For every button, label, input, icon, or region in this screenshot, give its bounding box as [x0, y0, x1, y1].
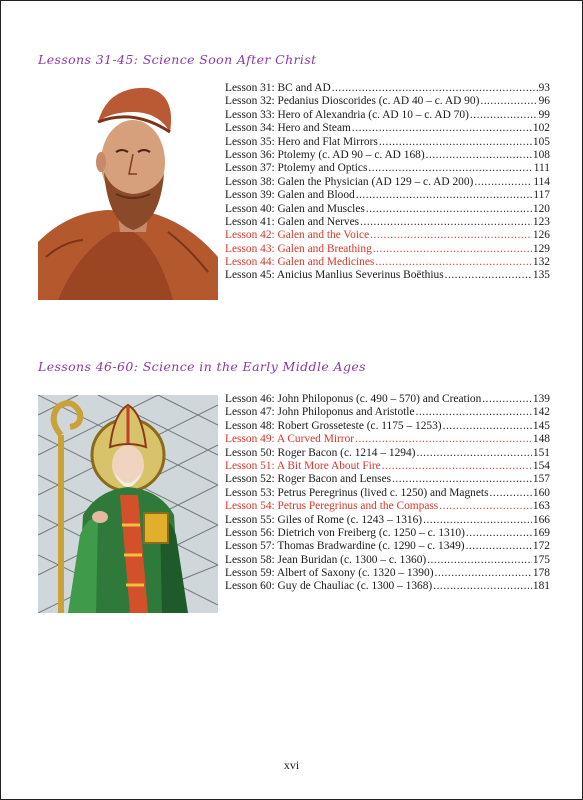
toc-entry[interactable]: Lesson 50: Roger Bacon (c. 1214 – 1294) ..... 151	[225, 447, 550, 460]
toc-entry[interactable]: Lesson 41: Galen and Nerves ..... 123	[225, 216, 550, 229]
toc-entry-highlighted[interactable]: Lesson 44: Galen and Medicines ..... 132	[225, 256, 550, 269]
toc-entry[interactable]: Lesson 58: Jean Buridan (c. 1300 – c. 1360) ..... 175	[225, 554, 550, 567]
toc-entry[interactable]: Lesson 38: Galen the Physician (AD 129 – c. AD 200) ..... 114	[225, 176, 550, 189]
toc-entry[interactable]: Lesson 59: Albert of Saxony (c. 1320 – 1390) ..... 178	[225, 567, 550, 580]
toc-entry[interactable]: Lesson 35: Hero and Flat Mirrors ..... 105	[225, 136, 550, 149]
toc-entry-highlighted[interactable]: Lesson 42: Galen and the Voice ..... 126	[225, 229, 550, 242]
toc-entry[interactable]: Lesson 46: John Philoponus (c. 490 – 570) and Creation ..... 139	[225, 393, 550, 406]
galen-portrait-image	[38, 82, 218, 300]
toc-entry[interactable]: Lesson 37: Ptolemy and Optics ..... 111	[225, 162, 550, 175]
toc-entry-highlighted[interactable]: Lesson 54: Petrus Peregrinus and the Compass ..... 163	[225, 500, 550, 513]
toc-entry[interactable]: Lesson 60: Guy de Chauliac (c. 1300 – 1368) ..... 181	[225, 580, 550, 593]
toc-entry-highlighted[interactable]: Lesson 51: A Bit More About Fire ..... 154	[225, 460, 550, 473]
section-title-46-60: Lessons 46-60: Science in the Early Middle Ages	[38, 359, 366, 374]
toc-entry[interactable]: Lesson 32: Pedanius Dioscorides (c. AD 40 – c. AD 90) ..... 96	[225, 95, 550, 108]
toc-entry[interactable]: Lesson 57: Thomas Bradwardine (c. 1290 – c. 1349) ..... 172	[225, 540, 550, 553]
toc-entry[interactable]: Lesson 53: Petrus Peregrinus (lived c. 1250) and Magnets ..... 160	[225, 487, 550, 500]
toc-entry[interactable]: Lesson 45: Anicius Manlius Severinus Boëthius ..... 135	[225, 269, 550, 282]
toc-entry[interactable]: Lesson 34: Hero and Steam ..... 102	[225, 122, 550, 135]
toc-entry[interactable]: Lesson 52: Roger Bacon and Lenses ..... 157	[225, 473, 550, 486]
toc-entry[interactable]: Lesson 36: Ptolemy (c. AD 90 – c. AD 168) ..... 108	[225, 149, 550, 162]
toc-entry[interactable]: Lesson 47: John Philoponus and Aristotle ..... 142	[225, 406, 550, 419]
toc-entry[interactable]: Lesson 33: Hero of Alexandria (c. AD 10 – c. AD 70) ..... 99	[225, 109, 550, 122]
toc-list-31-45	[225, 82, 550, 283]
toc-entry[interactable]: Lesson 55: Giles of Rome (c. 1243 – 1316) ..... 166	[225, 514, 550, 527]
toc-entry-highlighted[interactable]: Lesson 49: A Curved Mirror ..... 148	[225, 433, 550, 446]
toc-entry[interactable]: Lesson 31: BC and AD ..... 93	[225, 82, 550, 95]
toc-list-46-60	[225, 393, 550, 594]
toc-entry[interactable]: Lesson 56: Dietrich von Freiberg (c. 1250 – c. 1310) ..... 169	[225, 527, 550, 540]
section-title-31-45: Lessons 31-45: Science Soon After Christ	[38, 52, 317, 67]
stained-glass-image	[38, 395, 218, 613]
toc-entry[interactable]: Lesson 39: Galen and Blood ..... 117	[225, 189, 550, 202]
toc-entry[interactable]: Lesson 40: Galen and Muscles ..... 120	[225, 203, 550, 216]
toc-entry-highlighted[interactable]: Lesson 43: Galen and Breathing ..... 129	[225, 243, 550, 256]
toc-entry[interactable]: Lesson 48: Robert Grosseteste (c. 1175 – 1253) ..... 145	[225, 420, 550, 433]
page-number: xvi	[283, 758, 300, 772]
